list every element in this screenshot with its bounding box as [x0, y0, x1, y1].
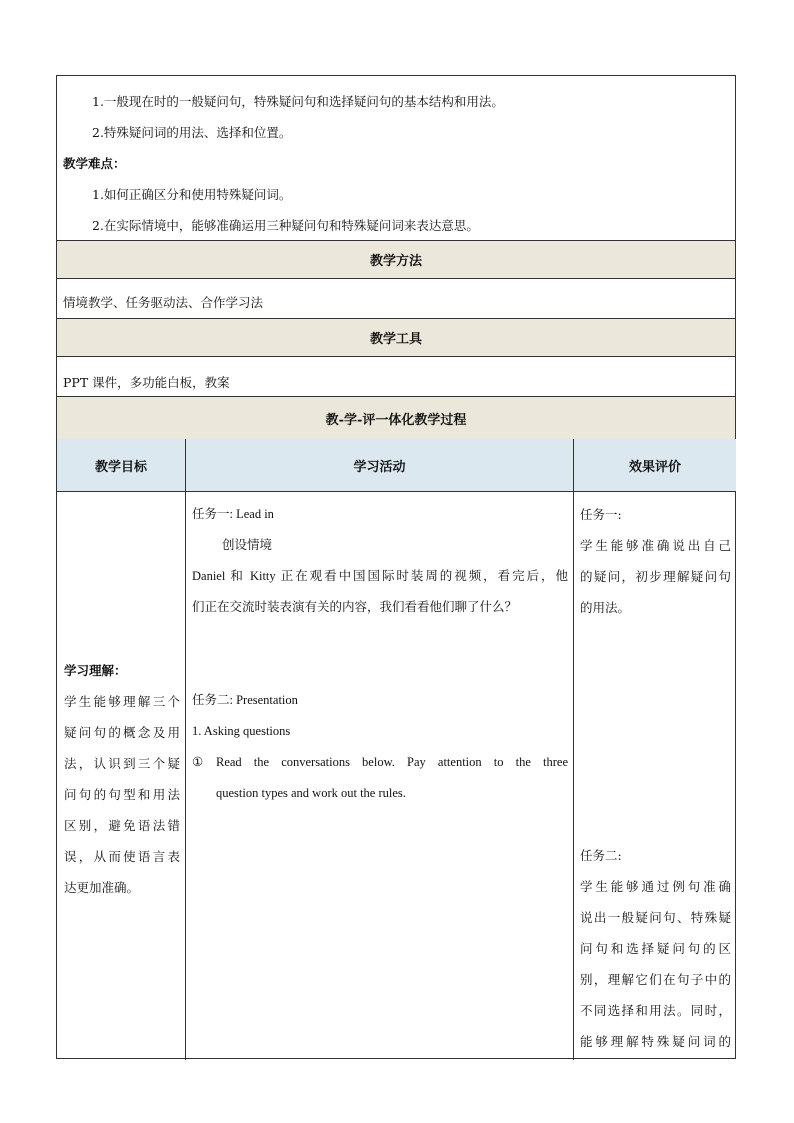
- focus-line-1: 1.一般现在时的一般疑问句，特殊疑问句和选择疑问句的基本结构和用法。: [92, 94, 504, 109]
- lesson-plan-table: [56, 75, 736, 1059]
- eval-task2-line: 不同选择和用法。同时，: [580, 1003, 731, 1018]
- circled-one-marker: ①: [192, 755, 204, 769]
- header-evaluation: 效果评价: [574, 439, 736, 491]
- eval-task2-line: 能够理解特殊疑问词的: [580, 1034, 731, 1049]
- eval-task2-line: 说出一般疑问句、特殊疑: [580, 910, 731, 925]
- goal-line: 误，从而使语言表: [64, 849, 180, 864]
- evaluation-cell: [580, 499, 731, 1057]
- task1-line: Daniel 和 Kitty 正在观看中国国际时装周的视频，看完后，他: [192, 569, 568, 583]
- tools-title: 教学工具: [57, 319, 735, 356]
- header-activity: 学习活动: [186, 439, 573, 491]
- difficulty-line-2: 2.在实际情境中，能够准确运用三种疑问句和特殊疑问词来表达意思。: [92, 218, 479, 233]
- goal-title: 学习理解：: [64, 663, 127, 678]
- eval-task2-line: 别，理解它们在句子中的: [580, 972, 731, 987]
- goal-line: 学生能够理解三个: [64, 694, 180, 709]
- divider: [57, 278, 735, 279]
- eval-task1-line: 的疑问，初步理解疑问句: [580, 569, 731, 584]
- task1-title: 任务一: Lead in: [192, 507, 274, 521]
- task1-line: 们正在交流时装表演有关的内容，我们看看他们聊了什么？: [192, 600, 518, 614]
- difficulty-title: 教学难点：: [63, 156, 126, 171]
- column-divider: [573, 439, 574, 1060]
- task2-subtitle: 1. Asking questions: [192, 724, 291, 738]
- eval-task1-line: 学生能够准确说出自己: [580, 538, 731, 553]
- tools-content: PPT 课件，多功能白板，教案: [63, 375, 230, 390]
- task2-title: 任务二: Presentation: [192, 693, 298, 707]
- methods-title: 教学方法: [57, 241, 735, 278]
- divider: [57, 356, 735, 357]
- goal-line: 区别，避免语法错: [64, 818, 180, 833]
- goal-line: 法，认识到三个疑: [64, 756, 180, 771]
- difficulty-line-1: 1.如何正确区分和使用特殊疑问词。: [92, 187, 292, 202]
- process-title: 教-学-评一体化教学过程: [57, 397, 735, 439]
- eval-task1-title: 任务一:: [580, 507, 622, 522]
- eval-task2-line: 学生能够通过例句准确: [580, 879, 731, 894]
- goal-line: 疑问句的概念及用: [64, 725, 180, 740]
- header-goal: 教学目标: [57, 439, 185, 491]
- methods-content: 情境教学、任务驱动法、合作学习法: [63, 295, 264, 310]
- eval-task2-title: 任务二:: [580, 848, 622, 863]
- task1-subtitle: 创设情境: [222, 538, 273, 552]
- goal-line: 达更加准确。: [64, 880, 140, 895]
- column-divider: [185, 439, 186, 1060]
- task2-line: Read the conversations below. Pay attention to the three: [216, 755, 568, 769]
- task2-line: question types and work out the rules.: [216, 786, 406, 800]
- focus-line-2: 2.特殊疑问词的用法、选择和位置。: [92, 125, 292, 140]
- goal-cell: [64, 655, 180, 903]
- divider: [57, 491, 735, 492]
- activity-cell: [192, 499, 568, 809]
- eval-task2-line: 问句和选择疑问句的区: [580, 941, 731, 956]
- eval-task1-line: 的用法。: [580, 600, 631, 615]
- goal-line: 问句的句型和用法: [64, 787, 180, 802]
